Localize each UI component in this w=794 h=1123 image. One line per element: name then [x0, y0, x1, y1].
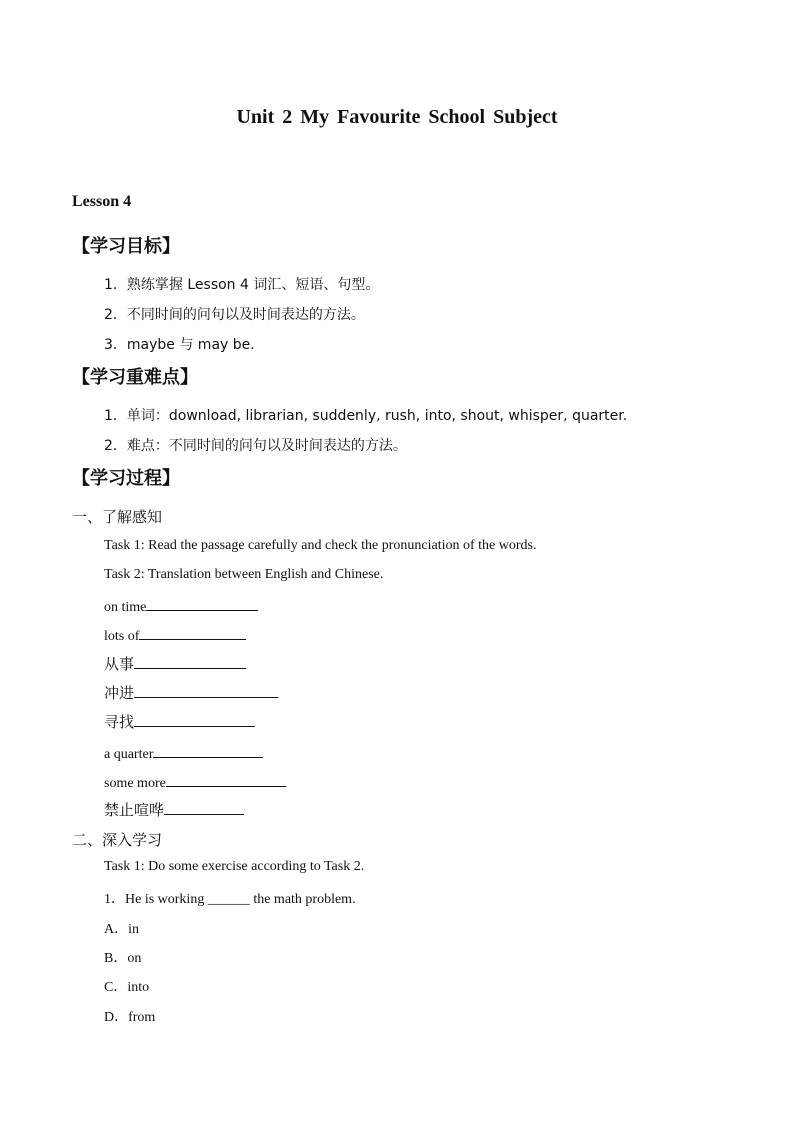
goal-item-3: 3．maybe 与 may be. — [104, 337, 255, 353]
task-2-text: Task 2: Translation between English and Chinese. — [104, 567, 384, 582]
blank-item-label: 寻找 — [104, 713, 135, 731]
section-1-label: 一、了解感知 — [72, 508, 163, 526]
answer-blank[interactable] — [146, 596, 258, 611]
process-heading: 【学习过程】 — [72, 468, 180, 489]
blank-item — [104, 711, 255, 732]
answer-blank[interactable] — [164, 800, 244, 815]
blank-item-label: on time — [104, 600, 147, 615]
goal-item-1: 1．熟练掌握 Lesson 4 词汇、短语、句型。 — [104, 277, 380, 293]
key-point-item-2: 2．难点：不同时间的问句以及时间表达的方法。 — [104, 438, 407, 454]
answer-blank[interactable] — [139, 625, 246, 640]
option-b[interactable]: B．on — [104, 951, 142, 966]
task-1-text: Task 1: Read the passage carefully and check the pronunciation of the words. — [104, 538, 537, 553]
blank-item-label: 禁止喧哗 — [104, 801, 165, 819]
blank-item — [104, 799, 244, 820]
goal-item-2: 2．不同时间的问句以及时间表达的方法。 — [104, 307, 365, 323]
blank-item — [104, 743, 263, 763]
answer-blank[interactable] — [134, 683, 278, 698]
blank-item — [104, 772, 286, 792]
key-point-item-1: 1．单词：download, librarian, suddenly, rush, into, shout, whisper, quarter. — [104, 408, 628, 424]
option-c[interactable]: C．into — [104, 980, 150, 995]
section-2-label: 二、深入学习 — [72, 831, 163, 849]
blank-item-label: a quarter — [104, 747, 154, 762]
blank-item-label: 从事 — [104, 655, 135, 673]
key-points-heading: 【学习重难点】 — [72, 367, 198, 388]
question-text: 1．He is working ______ the math problem. — [104, 892, 356, 907]
blank-item — [104, 682, 278, 703]
answer-blank[interactable] — [166, 772, 286, 787]
answer-blank[interactable] — [134, 712, 255, 727]
blank-item-label: 冲进 — [104, 684, 135, 702]
blank-item — [104, 625, 246, 645]
blank-item — [104, 653, 246, 674]
answer-blank[interactable] — [134, 654, 246, 669]
page-title: Unit 2 My Favourite School Subject — [236, 106, 558, 128]
goals-heading: 【学习目标】 — [72, 236, 180, 257]
option-d[interactable]: D．from — [104, 1010, 156, 1025]
answer-blank[interactable] — [153, 743, 263, 758]
option-a[interactable]: A．in — [104, 922, 139, 937]
blank-item — [104, 596, 258, 616]
exercise-task-text: Task 1: Do some exercise according to Task 2. — [104, 859, 365, 874]
blank-item-label: some more — [104, 776, 166, 791]
lesson-label: Lesson 4 — [72, 193, 132, 210]
blank-item-label: lots of — [104, 629, 140, 644]
